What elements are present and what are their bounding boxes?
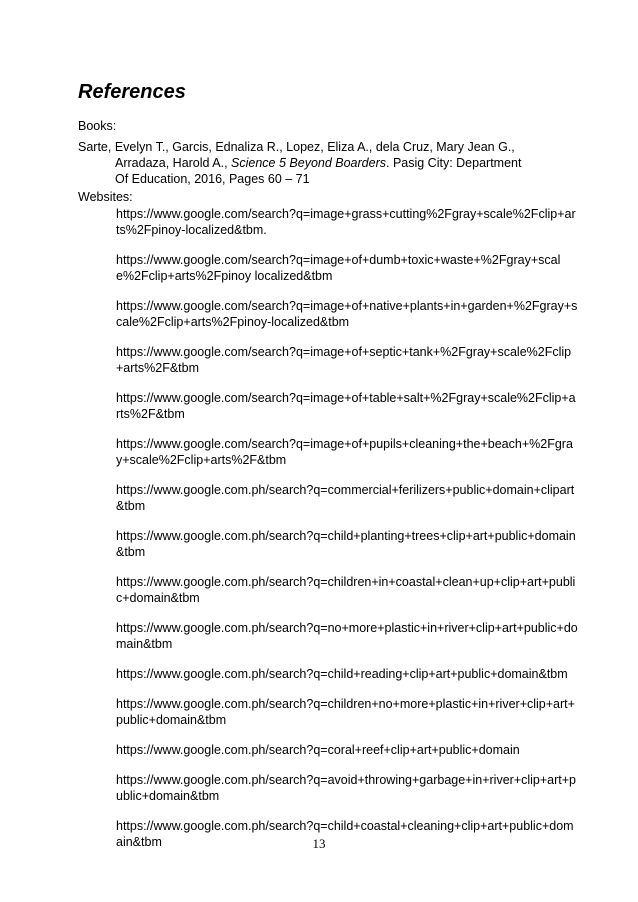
citation-line-2: [78, 155, 558, 171]
website-link[interactable]: https://www.google.com/search?q=image+of+table+salt+%2Fgray+scale%2Fclip+arts%2F&tbm: [116, 391, 576, 421]
website-link[interactable]: https://www.google.com.ph/search?q=commercial+ferilizers+public+domain+clipart&tbm: [116, 483, 575, 513]
website-link[interactable]: https://www.google.com/search?q=image+of+dumb+toxic+waste+%2Fgray+scale%2Fclip+arts%2Fpinoy localized&tbm: [116, 253, 561, 283]
websites-heading: Websites:: [78, 190, 133, 204]
websites-list: [116, 206, 578, 864]
website-link[interactable]: https://www.google.com.ph/search?q=coral+reef+clip+art+public+domain: [116, 743, 520, 757]
citation-authors-end: Arradaza, Harold A.,: [115, 156, 232, 170]
website-link[interactable]: https://www.google.com.ph/search?q=avoid+throwing+garbage+in+river+clip+art+public+domain&tbm: [116, 773, 577, 803]
website-link[interactable]: https://www.google.com/search?q=image+of+native+plants+in+garden+%2Fgray+scale%2Fclip+arts%2Fpinoy-localized&tbm: [116, 299, 578, 329]
website-link[interactable]: https://www.google.com.ph/search?q=children+in+coastal+clean+up+clip+art+public+domain&tbm: [116, 575, 576, 605]
website-link[interactable]: https://www.google.com/search?q=image+of+septic+tank+%2Fgray+scale%2Fclip+arts%2F&tbm: [116, 345, 572, 375]
website-link[interactable]: https://www.google.com.ph/search?q=child+planting+trees+clip+art+public+domain&tbm: [116, 529, 576, 559]
page-number: 13: [312, 836, 326, 851]
website-link[interactable]: https://www.google.com.ph/search?q=children+no+more+plastic+in+river+clip+art+public+domain&tbm: [116, 697, 575, 727]
book-citation: [78, 139, 558, 187]
website-link[interactable]: https://www.google.com.ph/search?q=no+more+plastic+in+river+clip+art+public+domain&tbm: [116, 621, 578, 651]
website-link[interactable]: https://www.google.com/search?q=image+grass+cutting%2Fgray+scale%2Fclip+arts%2Fpinoy-localized&tbm.: [116, 207, 576, 237]
books-heading: Books:: [78, 119, 117, 133]
page-title: References: [78, 81, 186, 103]
website-link[interactable]: https://www.google.com.ph/search?q=child+coastal+cleaning+clip+art+public+domain&tbm: [116, 819, 574, 849]
website-link[interactable]: https://www.google.com.ph/search?q=child+reading+clip+art+public+domain&tbm: [116, 667, 568, 681]
citation-publisher: . Pasig City: Department: [386, 156, 522, 170]
citation-line-1: Sarte, Evelyn T., Garcis, Ednaliza R., Lopez, Eliza A., dela Cruz, Mary Jean G.,: [78, 140, 515, 154]
citation-book-title: Science 5 Beyond Boarders: [231, 156, 386, 170]
citation-line-3: Of Education, 2016, Pages 60 – 71: [115, 172, 310, 186]
website-link[interactable]: https://www.google.com/search?q=image+of+pupils+cleaning+the+beach+%2Fgray+scale%2Fclip+arts%2F&tbm: [116, 437, 573, 467]
